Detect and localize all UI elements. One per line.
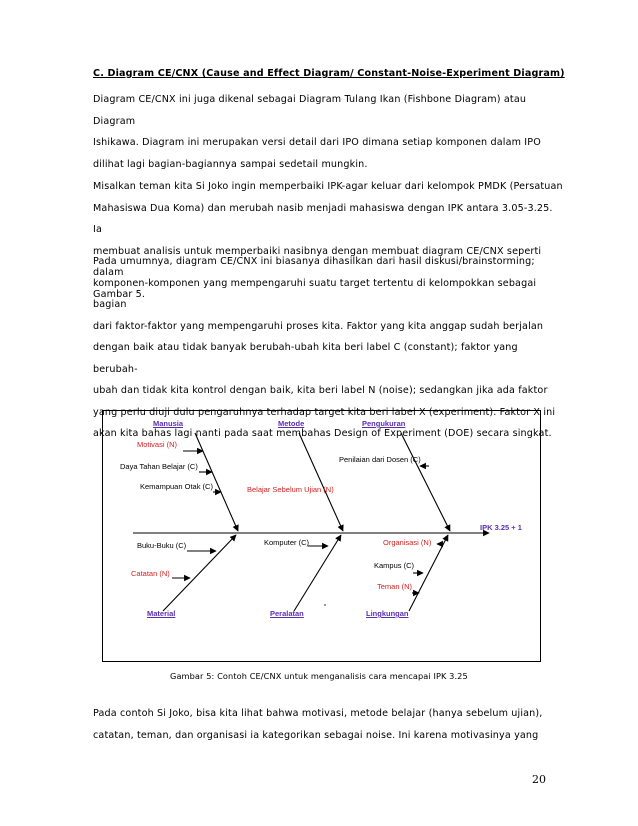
paragraph-line: dari faktor-faktor yang mempengaruhi proses kita. Faktor yang kita anggap sudah berjalan [93,320,544,332]
fishbone-diagram [102,410,541,662]
paragraph-line: dilihat lagi bagian-bagiannya sampai sedetail mungkin. [93,158,368,170]
category-metode: Metode [278,419,305,428]
paragraph-line: membuat analisis untuk memperbaiki nasibnya dengan membuat diagram CE/CNX seperti dalam [93,245,542,278]
section-heading: C. Diagram CE/CNX (Cause and Effect Diagram/ Constant-Noise-Experiment Diagram) [93,68,565,79]
paragraph-line: Misalkan teman kita Si Joko ingin memperbaiki IPK-agar keluar dari kelompok PMDK (Persatuan [93,181,563,192]
category-lingkungan: Lingkungan [366,609,409,618]
cause-komputer: Komputer (C) [264,538,310,547]
bone-pengukuran [401,433,450,531]
cause-kemampuan-otak: Kemampuan Otak (C) [140,482,213,491]
paragraph-line: Diagram CE/CNX ini juga dikenal sebagai Diagram Tulang Ikan (Fishbone Diagram) atau Diagram [93,94,527,127]
cause-teman: Teman (N) [377,582,413,591]
paragraph-line: ubah dan tidak kita kontrol dengan baik, kita beri label N (noise); sedangkan jika ada faktor [93,385,548,396]
small-dot [324,604,325,605]
cause-motivasi: Motivasi (N) [137,440,178,449]
category-manusia: Manusia [153,419,184,428]
paragraph-line: akan kita bahas lagi nanti pada saat membahas Design of Experiment (DOE) secara singkat. [93,428,552,439]
cause-buku: Buku-Buku (C) [137,541,187,550]
paragraph-line: Mahasiswa Dua Koma) dan merubah nasib menjadi mahasiswa dengan IPK antara 3.05-3.25. Ia [93,202,553,235]
paragraph-1 [93,89,563,175]
effect-label: IPK 3.25 + 1 [480,523,522,532]
paragraph-line: Gambar 5. [93,288,146,300]
cause-penilaian-dosen: Penilaian dari Dosen (C) [339,455,421,464]
paragraph-line: catatan, teman, dan organisasi ia kategorikan sebagai noise. Ini karena motivasinya yang [93,729,539,741]
page-number: 20 [532,773,546,786]
cause-belajar-sebelum-ujian: Belajar Sebelum Ujian (N) [247,485,334,494]
paragraph-line: Pada umumnya, diagram CE/CNX ini biasanya dihasilkan dari hasil diskusi/brainstorming; [93,256,535,267]
cause-daya-tahan: Daya Tahan Belajar (C) [120,462,198,471]
cause-organisasi: Organisasi (N) [383,538,432,547]
paragraph-line: dengan baik atau tidak banyak berubah-ubah kita beri label C (constant); faktor yang berubah- [93,342,518,375]
paragraph-line: komponen-komponen yang mempengaruhi suatu target tertentu di kelompokkan sebagai bagian [93,277,537,310]
figure-caption: Gambar 5: Contoh CE/CNX untuk menganalisis cara mencapai IPK 3.25 [170,671,468,681]
category-pengukuran: Pengukuran [362,419,406,428]
cause-kampus: Kampus (C) [374,561,415,570]
category-peralatan: Peralatan [270,609,304,618]
paragraph-line: Pada contoh Si Joko, bisa kita lihat bahwa motivasi, metode belajar (hanya sebelum ujian), [93,708,543,719]
category-material: Material [147,609,176,618]
cause-catatan: Catatan (N) [131,569,170,578]
paragraph-line: yang perlu diuji dulu pengaruhnya terhadap target kita beri label X (experiment). Faktor X ini [93,406,556,418]
bone-metode [299,433,343,531]
paragraph-line: Ishikawa. Diagram ini merupakan versi detail dari IPO dimana setiap komponen dalam IPO [93,137,541,148]
paragraph-4 [93,703,563,746]
